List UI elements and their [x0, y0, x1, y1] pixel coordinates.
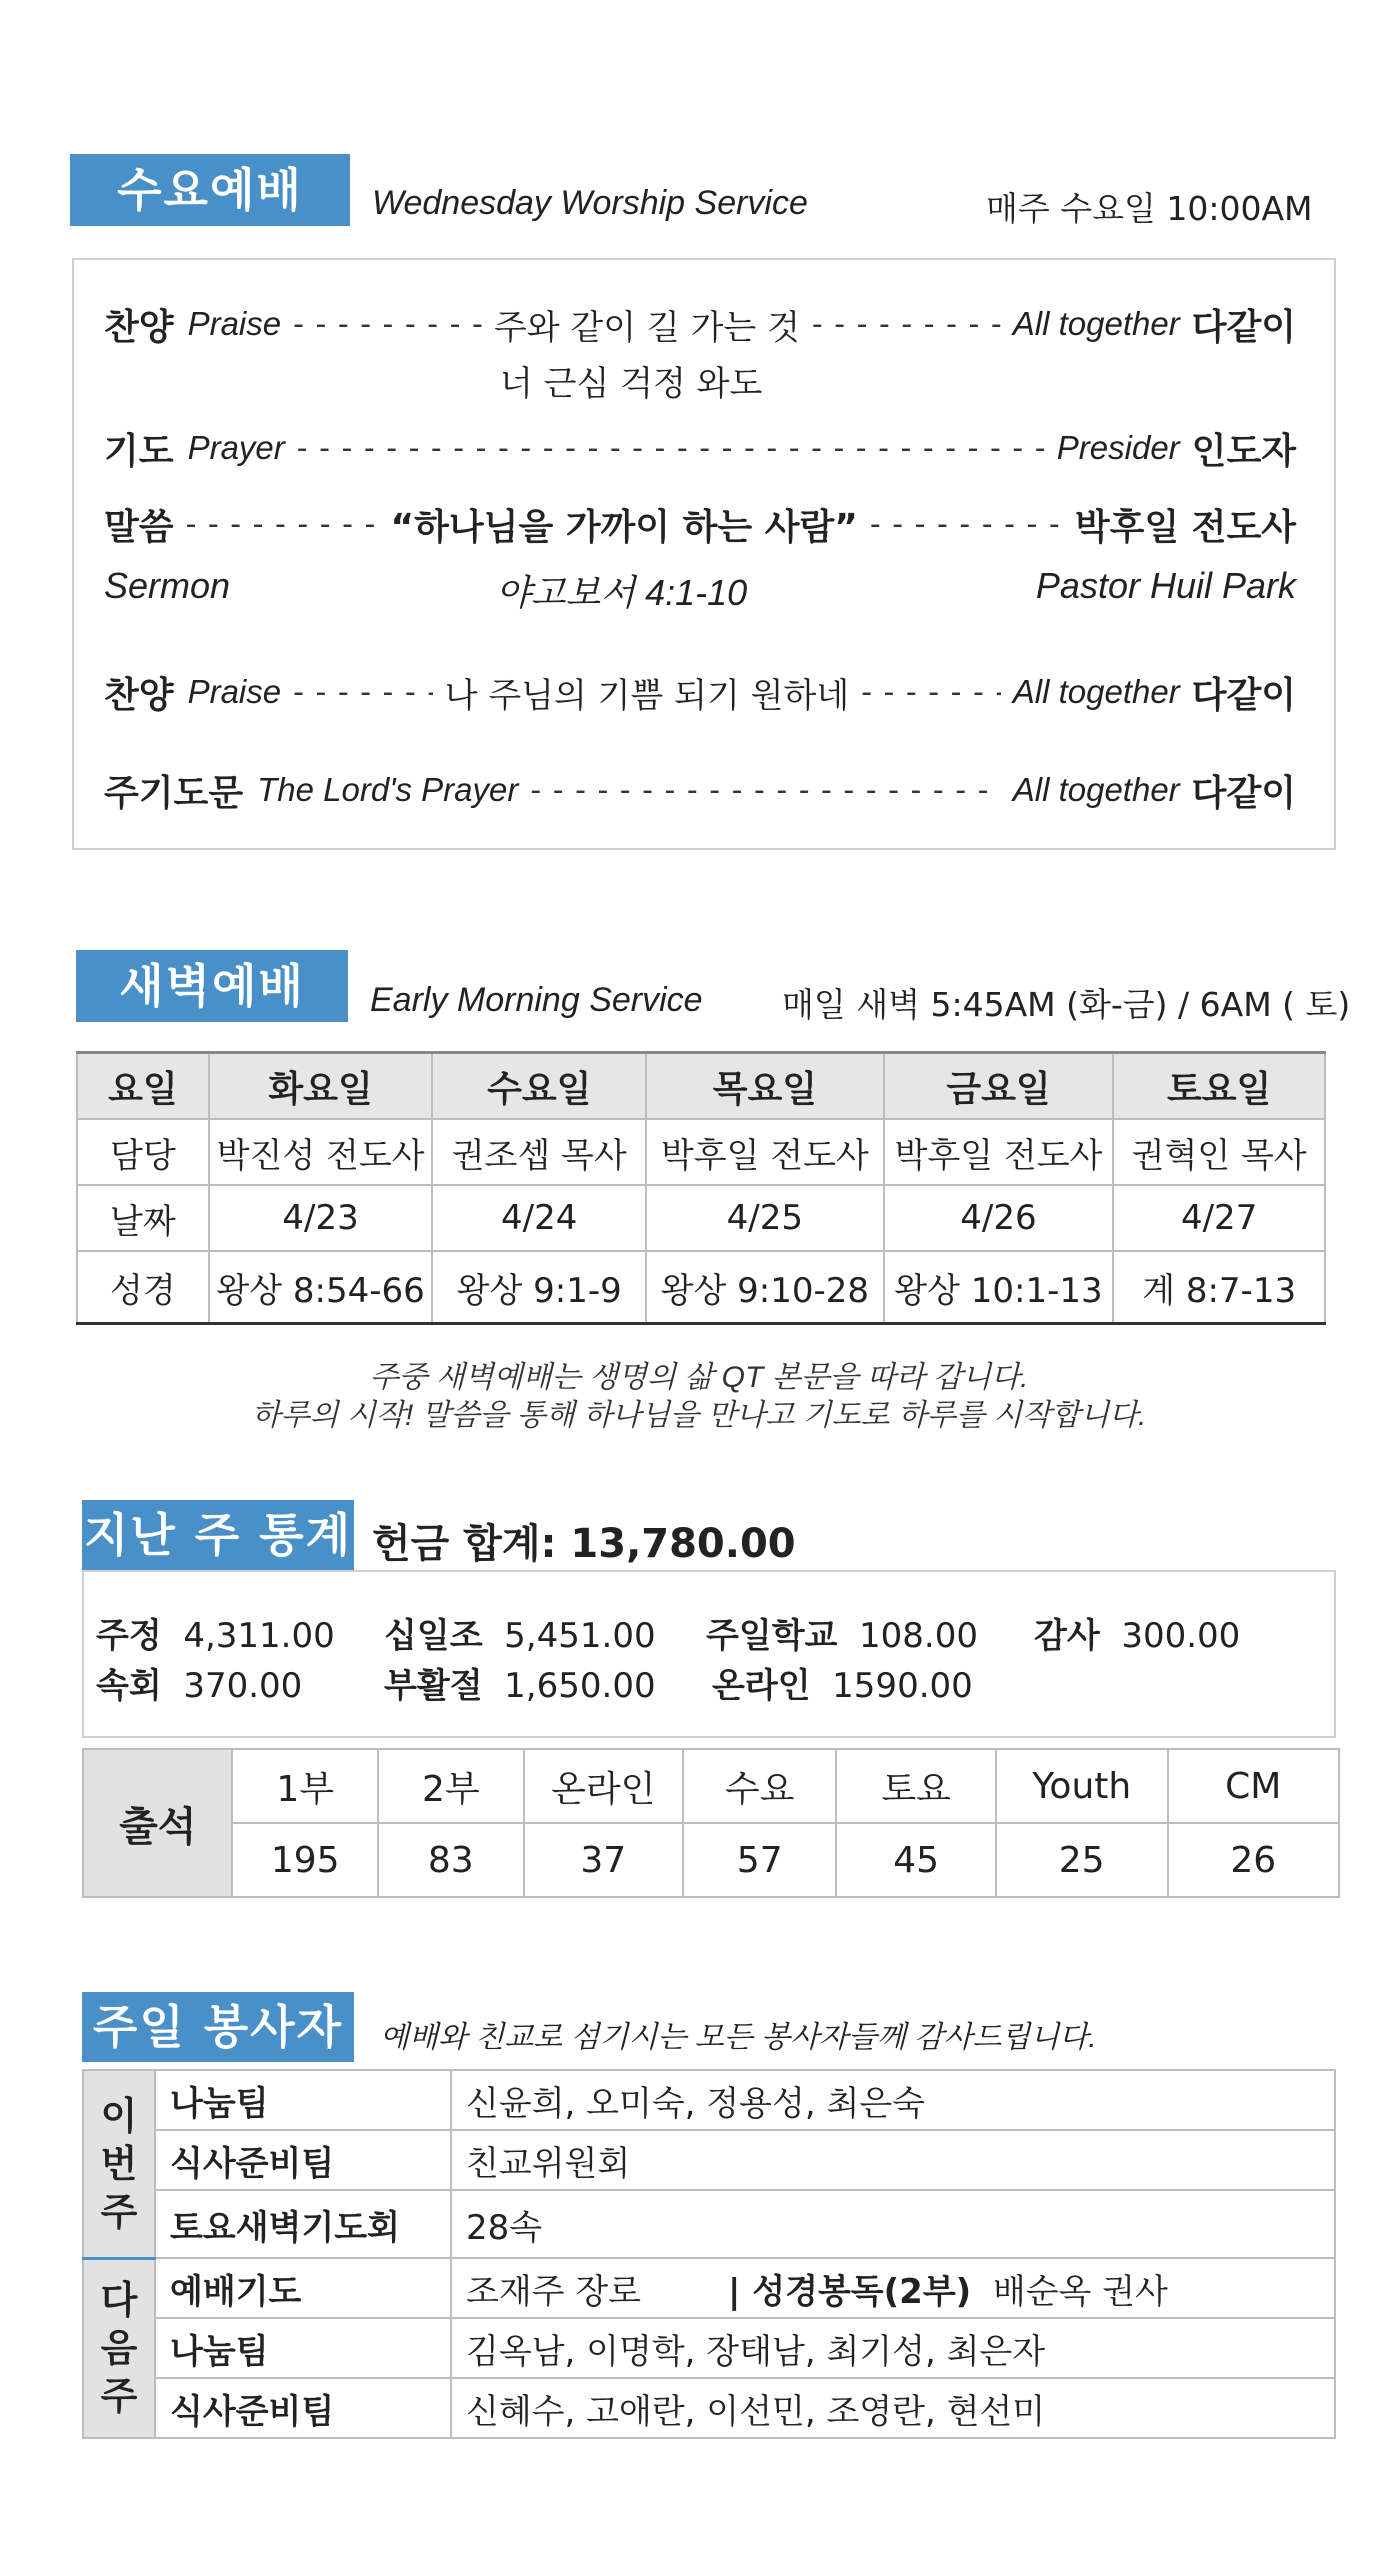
- table-cell: 195: [232, 1823, 378, 1897]
- order-label-en: Praise: [187, 305, 282, 342]
- offering-item: [96, 1658, 302, 1707]
- order-praise-1: [104, 298, 1296, 350]
- table-header: 온라인: [524, 1749, 683, 1823]
- table-cell: 권조셉 목사: [432, 1119, 646, 1185]
- offering-label: 주일학교: [706, 1616, 838, 1656]
- table-header: 금요일: [884, 1053, 1114, 1120]
- group-char: 번: [100, 2141, 138, 2186]
- table-header: 토요: [836, 1749, 995, 1823]
- volunteer-role: 나눔팀: [155, 2318, 451, 2378]
- table-cell: 4/27: [1113, 1185, 1325, 1251]
- order-prayer: [104, 422, 1296, 474]
- order-label-en: The Lord's Prayer: [257, 771, 519, 808]
- offering-value: 300.00: [1121, 1616, 1241, 1656]
- offering-value: 108.00: [859, 1616, 978, 1656]
- attendance-label: 출석: [83, 1749, 232, 1897]
- group-char: 이: [100, 2093, 138, 2138]
- offering-label: 주정: [96, 1616, 162, 1656]
- volunteer-role: 예배기도: [155, 2258, 451, 2318]
- offering-value: 370.00: [183, 1666, 303, 1706]
- hymn-title: 나 주님의 기쁨 되기 원하네: [444, 675, 850, 716]
- dawn-note-1: 주중 새벽예배는 생명의 삶 QT 본문을 따라 갑니다.: [369, 1361, 1029, 1394]
- dawn-schedule: 매일 새벽 5:45AM (화-금) / 6AM ( 토): [782, 985, 1351, 1024]
- table-row: [83, 2130, 1335, 2190]
- sermon-scripture: 야고보서 4:1-10: [496, 572, 748, 613]
- table-header: 2부: [378, 1749, 524, 1823]
- dawn-subtitle: Early Morning Service: [370, 981, 703, 1019]
- volunteer-names: 김옥남, 이명학, 장태남, 최기성, 최은자: [451, 2318, 1335, 2378]
- offering-total: 헌금 합계: 13,780.00: [372, 1521, 796, 1567]
- offering-value: 1590.00: [832, 1666, 973, 1706]
- leader-dots: [861, 675, 1001, 710]
- order-label: 주기도문: [104, 772, 244, 814]
- table-cell: 성경: [77, 1251, 209, 1324]
- table-cell: 왕상 9:10-28: [646, 1251, 884, 1324]
- order-leader-en: All together: [1012, 771, 1180, 808]
- table-cell: 37: [524, 1823, 683, 1897]
- table-cell: 권혁인 목사: [1113, 1119, 1325, 1185]
- wednesday-schedule: 매주 수요일 10:00AM: [986, 189, 1313, 228]
- offering-label: 부활절: [384, 1666, 483, 1706]
- table-cell: 4/25: [646, 1185, 884, 1251]
- preacher-en: Pastor Huil Park: [1035, 565, 1296, 606]
- table-cell: 26: [1168, 1823, 1339, 1897]
- table-cell: 박진성 전도사: [209, 1119, 433, 1185]
- volunteers-table: [82, 2069, 1336, 2439]
- table-cell: 4/26: [884, 1185, 1114, 1251]
- dawn-note-2: 하루의 시작! 말씀을 통해 하나님을 만나고 기도로 하루를 시작합니다.: [251, 1399, 1147, 1432]
- order-lords-prayer: [104, 764, 1296, 816]
- offering-label: 속회: [96, 1666, 162, 1706]
- table-header: 화요일: [209, 1053, 433, 1120]
- table-cell: 담당: [77, 1119, 209, 1185]
- leader-dots: [293, 675, 433, 710]
- offering-value: 4,311.00: [183, 1616, 335, 1656]
- order-leader: 다같이: [1191, 674, 1297, 716]
- volunteer-role: 나눔팀: [155, 2070, 451, 2130]
- volunteer-role: 토요새벽기도회: [155, 2190, 451, 2258]
- order-label-en: Praise: [187, 673, 282, 710]
- table-cell: 25: [996, 1823, 1168, 1897]
- table-row: [77, 1185, 1325, 1251]
- group-char: 다: [100, 2278, 138, 2323]
- table-header: 목요일: [646, 1053, 884, 1120]
- volunteers-subtitle: 예배와 친교로 섬기시는 모든 봉사자들께 감사드립니다.: [380, 2021, 1097, 2054]
- table-cell: 왕상 8:54-66: [209, 1251, 433, 1324]
- table-header: Youth: [996, 1749, 1168, 1823]
- order-praise-2: [104, 666, 1296, 718]
- leader-dots: [186, 507, 379, 542]
- sermon-label-en: Sermon: [104, 565, 231, 606]
- table-cell: 박후일 전도사: [646, 1119, 884, 1185]
- volunteers-section-tag: 주일 봉사자: [82, 1992, 354, 2062]
- leader-dots: [293, 307, 482, 342]
- hymn-title-line2: 너 근심 걱정 와도: [500, 364, 763, 404]
- volunteer-role: 식사준비팀: [155, 2378, 451, 2438]
- offering-item: [712, 1658, 973, 1707]
- order-leader: 다같이: [1191, 306, 1297, 348]
- table-row: [83, 2318, 1335, 2378]
- hymn-title: 주와 같이 길 가는 것: [493, 307, 800, 348]
- preacher: 박후일 전도사: [1074, 506, 1297, 548]
- order-label-en: Prayer: [187, 429, 285, 466]
- stats-section-tag: 지난 주 통계: [82, 1500, 354, 1570]
- order-leader-en: Presider: [1056, 429, 1180, 466]
- table-row: [83, 2190, 1335, 2258]
- order-label: 기도: [104, 430, 174, 472]
- offering-item: [1034, 1608, 1240, 1657]
- volunteer-names: 조재주 장로: [466, 2271, 642, 2312]
- table-header: 수요: [683, 1749, 836, 1823]
- leader-dots: [870, 507, 1063, 542]
- dawn-section-tag: 새벽예배: [76, 950, 348, 1022]
- table-cell: 계 8:7-13: [1113, 1251, 1325, 1324]
- table-row: [83, 2258, 1335, 2318]
- volunteer-names-cell: [451, 2258, 1335, 2318]
- table-cell: 날짜: [77, 1185, 209, 1251]
- table-header: CM: [1168, 1749, 1339, 1823]
- offering-item: [384, 1608, 656, 1657]
- volunteer-names: 신윤희, 오미숙, 정용성, 최은숙: [451, 2070, 1335, 2130]
- table-header: 1부: [232, 1749, 378, 1823]
- table-cell: 박후일 전도사: [884, 1119, 1114, 1185]
- volunteer-names: 28속: [451, 2190, 1335, 2258]
- table-cell: 83: [378, 1823, 524, 1897]
- offering-label: 온라인: [712, 1666, 811, 1706]
- leader-dots: [530, 773, 1000, 808]
- attendance-table: [82, 1748, 1340, 1898]
- offering-item: [706, 1608, 978, 1657]
- table-row: [83, 2378, 1335, 2438]
- table-cell: 45: [836, 1823, 995, 1897]
- table-cell: 57: [683, 1823, 836, 1897]
- offering-item: [384, 1658, 656, 1707]
- dawn-schedule-table: [76, 1051, 1326, 1325]
- volunteer-names: 신혜수, 고애란, 이선민, 조영란, 현선미: [451, 2378, 1335, 2438]
- table-row: [83, 1749, 1339, 1823]
- table-header-row: [77, 1053, 1325, 1120]
- offering-item: [96, 1608, 335, 1657]
- table-cell: 왕상 10:1-13: [884, 1251, 1114, 1324]
- order-label: 찬양: [104, 306, 174, 348]
- wednesday-section-tag: 수요예배: [70, 154, 350, 226]
- offering-label: 감사: [1034, 1616, 1100, 1656]
- order-label: 찬양: [104, 674, 174, 716]
- group-char: 주: [100, 2189, 138, 2234]
- this-week-label: [83, 2070, 155, 2258]
- offering-value: 5,451.00: [504, 1616, 656, 1656]
- volunteer-role: 식사준비팀: [155, 2130, 451, 2190]
- table-row: [83, 2070, 1335, 2130]
- wednesday-subtitle: Wednesday Worship Service: [372, 184, 808, 222]
- order-label: 말씀: [104, 506, 174, 548]
- table-cell: 4/23: [209, 1185, 433, 1251]
- table-row: [83, 1823, 1339, 1897]
- offering-label: 십일조: [384, 1616, 483, 1656]
- order-leader-en: All together: [1012, 673, 1180, 710]
- table-row: [77, 1251, 1325, 1324]
- leader-dots: [297, 431, 1045, 466]
- volunteer-extra-role: | 성경봉독(2부): [728, 2271, 972, 2312]
- order-sermon: [104, 498, 1296, 550]
- offering-value: 1,650.00: [504, 1666, 656, 1706]
- table-header: 요일: [77, 1053, 209, 1120]
- volunteer-names: 친교위원회: [451, 2130, 1335, 2190]
- table-row: [77, 1119, 1325, 1185]
- table-header: 토요일: [1113, 1053, 1325, 1120]
- order-leader: 다같이: [1191, 772, 1296, 814]
- table-cell: 왕상 9:1-9: [432, 1251, 646, 1324]
- leader-dots: [812, 307, 1001, 342]
- table-header: 수요일: [432, 1053, 646, 1120]
- sermon-title: “하나님을 가까이 하는 사람”: [390, 506, 858, 548]
- group-char: 주: [100, 2374, 138, 2419]
- order-leader-en: All together: [1012, 305, 1180, 342]
- table-cell: 4/24: [432, 1185, 646, 1251]
- next-week-label: [83, 2258, 155, 2438]
- order-leader: 인도자: [1191, 430, 1296, 472]
- group-char: 음: [100, 2326, 138, 2371]
- volunteer-extra-name: 배순옥 권사: [992, 2271, 1168, 2312]
